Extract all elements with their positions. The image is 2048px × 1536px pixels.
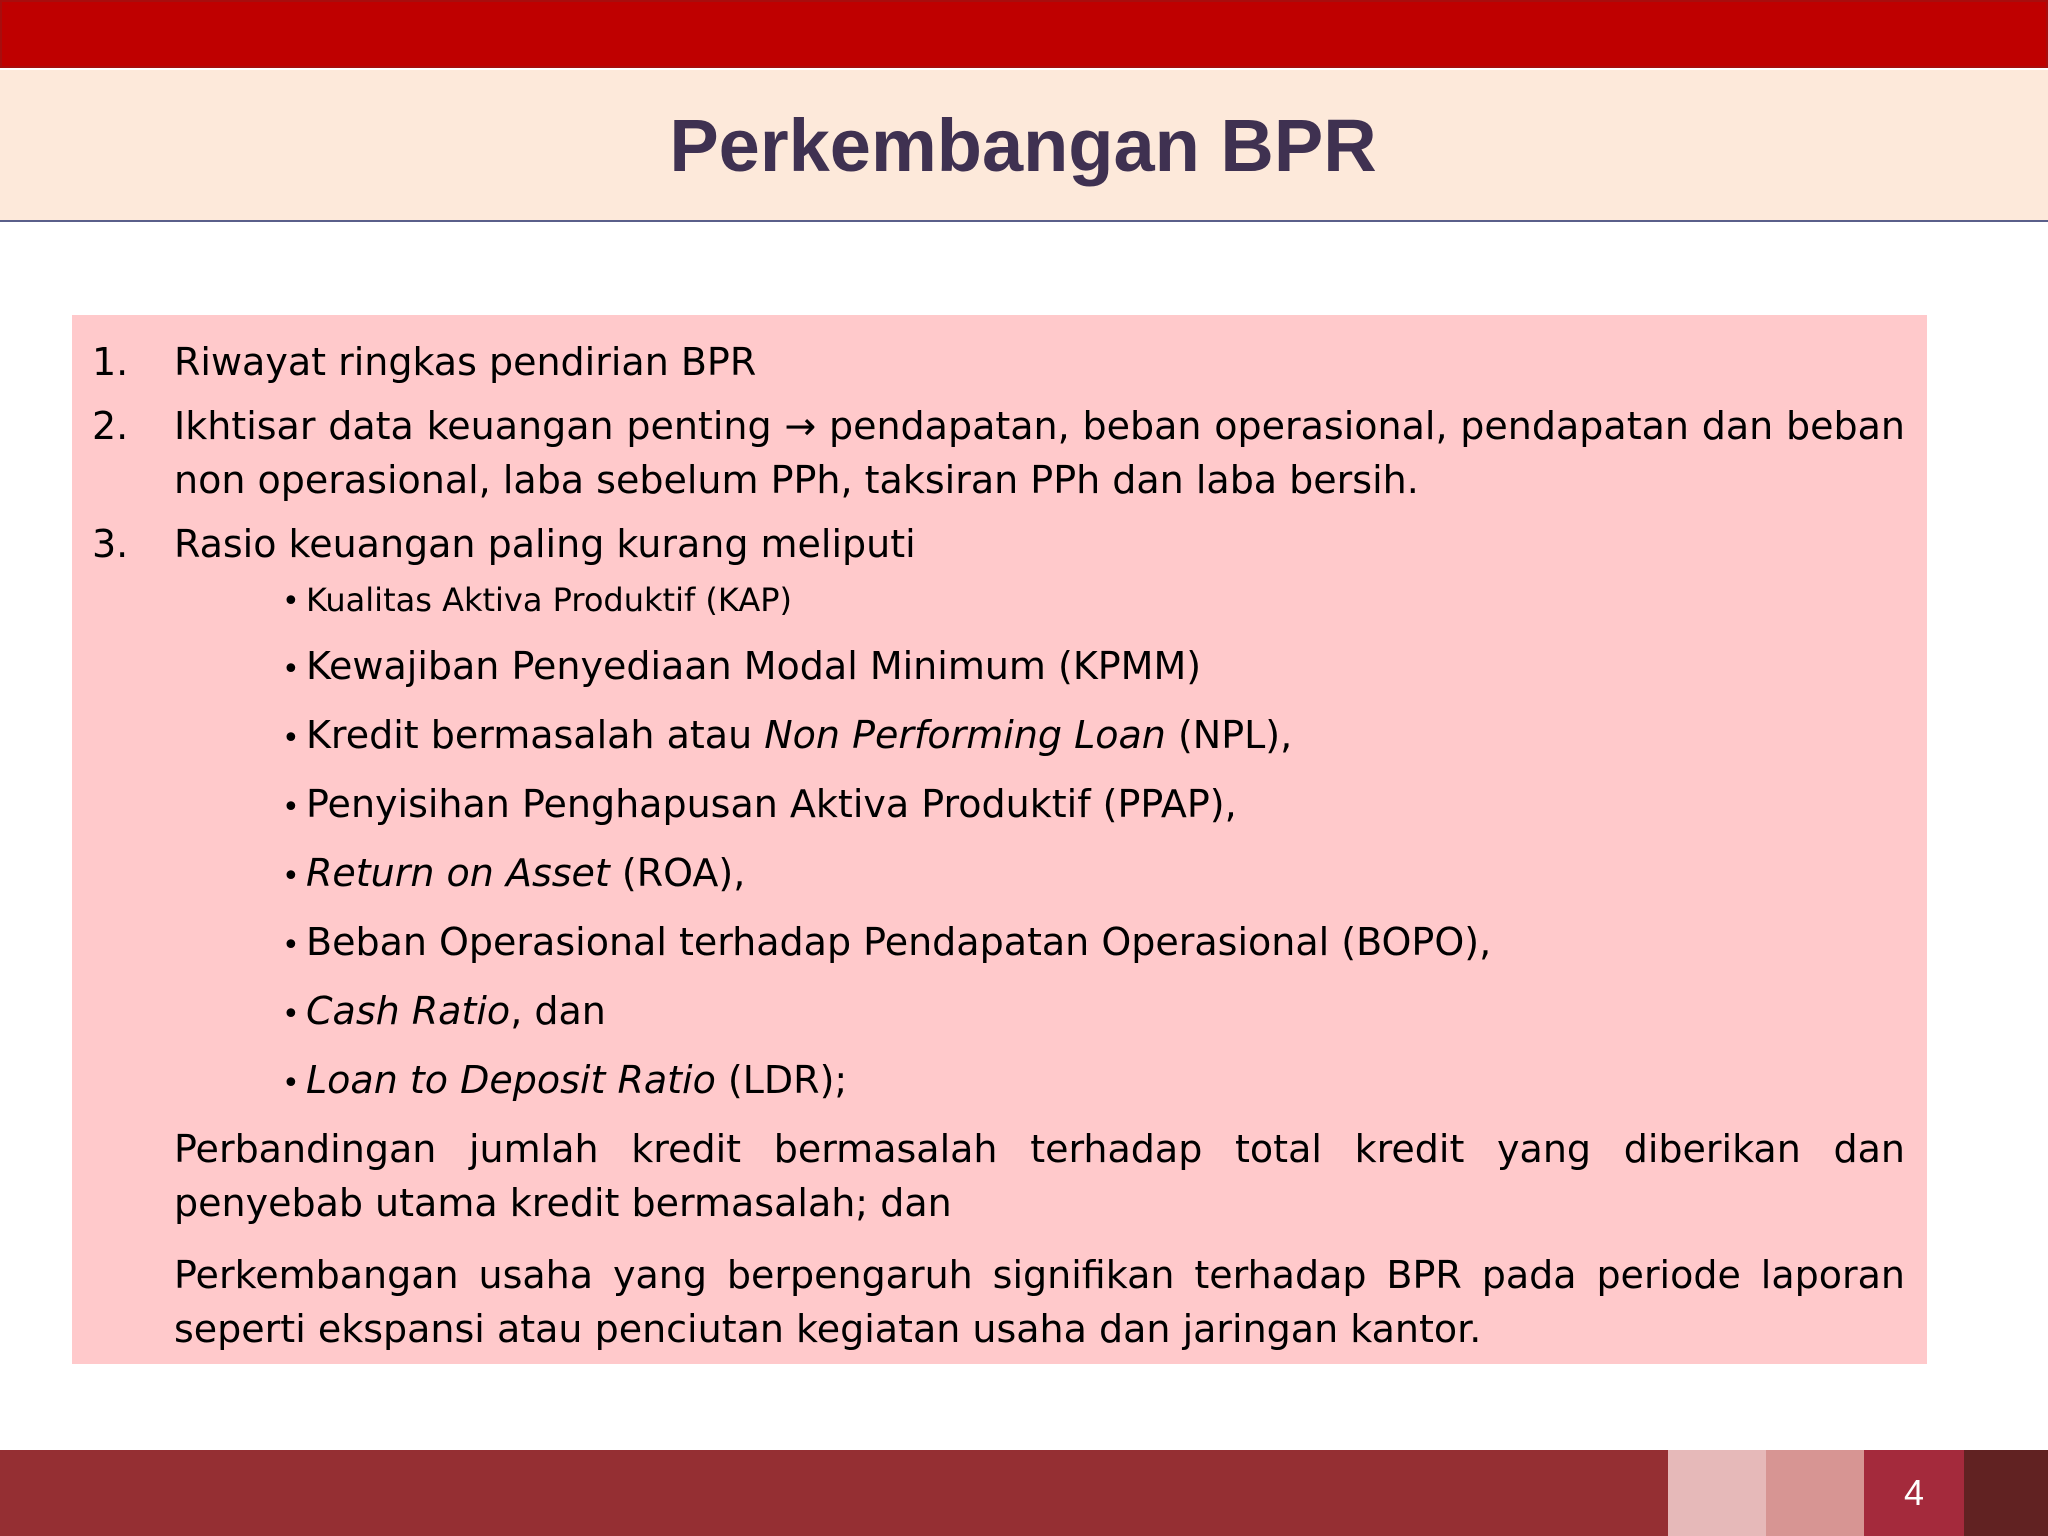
bullet-item	[92, 639, 1905, 697]
numbered-item-3	[92, 517, 1905, 571]
bullet-dot: •	[282, 997, 300, 1032]
paragraph-business-development: Perkembangan usaha yang berpengaruh signifikan terhadap BPR pada periode laporan seperti ekspansi atau penciutan kegiatan usaha dan jaringan kantor.	[174, 1253, 1905, 1351]
ratio-bullet-list	[92, 577, 1905, 1111]
item-number: 2.	[92, 404, 129, 448]
bullet-text: Kualitas Aktiva Produktif (KAP)	[306, 581, 792, 619]
bullet-text: Kewajiban Penyediaan Modal Minimum (KPMM)	[306, 644, 1202, 688]
bullet-dot: •	[282, 721, 300, 756]
bullet-item	[92, 577, 1905, 625]
footer-bar	[0, 1450, 2048, 1536]
bullet-text: Loan to Deposit Ratio (LDR);	[306, 1058, 848, 1102]
bullet-text: Return on Asset (ROA),	[306, 851, 746, 895]
slide-title: Perkembangan BPR	[669, 103, 1377, 187]
item-text: Ikhtisar data keuangan penting → pendapatan, beban operasional, pendapatan dan beban non operasional, laba sebelum PPh, taksiran PPh dan laba bersih.	[174, 404, 1905, 502]
item-text: Riwayat ringkas pendirian BPR	[174, 340, 757, 384]
numbered-item-1	[92, 335, 1905, 389]
paragraph-npl-comparison: Perbandingan jumlah kredit bermasalah terhadap total kredit yang diberikan dan penyebab utama kredit bermasalah; dan	[174, 1127, 1905, 1225]
bullet-item	[92, 846, 1905, 904]
bullet-item	[92, 915, 1905, 973]
item-number: 3.	[92, 522, 129, 566]
bullet-dot: •	[282, 584, 300, 619]
bullet-text: Kredit bermasalah atau Non Performing Loan (NPL),	[306, 713, 1293, 757]
content-box	[72, 315, 1927, 1364]
item-number: 1.	[92, 340, 129, 384]
bullet-text: Beban Operasional terhadap Pendapatan Operasional (BOPO),	[306, 920, 1492, 964]
bullet-dot: •	[282, 1066, 300, 1101]
page-number: 4	[1864, 1450, 1964, 1536]
bullet-item	[92, 984, 1905, 1042]
bullet-text: Cash Ratio, dan	[306, 989, 606, 1033]
footer-block-mid	[1766, 1450, 1864, 1536]
bullet-item	[92, 708, 1905, 766]
footer-block-light	[1668, 1450, 1766, 1536]
title-band	[0, 70, 2048, 222]
bullet-dot: •	[282, 790, 300, 825]
bullet-item	[92, 1053, 1905, 1111]
bullet-dot: •	[282, 652, 300, 687]
item-text: Rasio keuangan paling kurang meliputi	[174, 522, 916, 566]
numbered-item-2	[92, 399, 1905, 507]
bullet-text: Penyisihan Penghapusan Aktiva Produktif (PPAP),	[306, 782, 1237, 826]
footer-main-strip	[0, 1450, 1668, 1536]
bullet-dot: •	[282, 859, 300, 894]
footer-block-dark	[1964, 1450, 2048, 1536]
bullet-item	[92, 777, 1905, 835]
top-accent-bar	[0, 0, 2048, 68]
bullet-dot: •	[282, 928, 300, 963]
